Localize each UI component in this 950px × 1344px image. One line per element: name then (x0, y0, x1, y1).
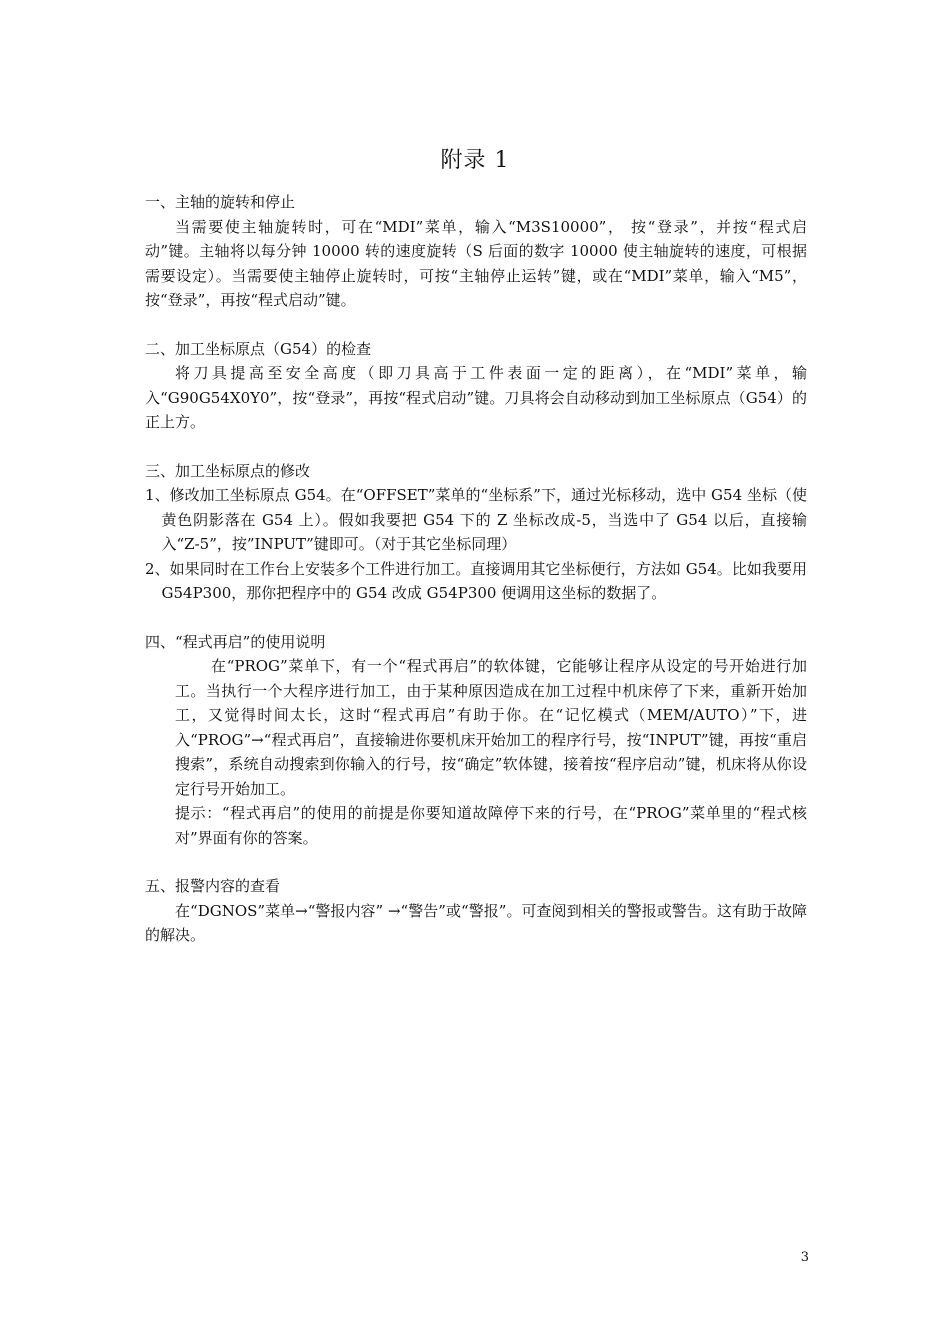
section-program-restart (145, 630, 807, 851)
tip-note: 提示：“程式再启”的使用的前提是你要知道故障停下来的行号，在“PROG”菜单里的“程式核对”界面有你的答案。 (175, 804, 807, 847)
section-spindle (145, 190, 807, 313)
document-body (145, 190, 807, 972)
section-g54-check (145, 337, 807, 435)
section-paragraph: 在“PROG”菜单下，有一个“程式再启”的软体键，它能够让程序从设定的号开始进行加工。当执行一个大程序进行加工，由于某种原因造成在加工过程中机床停了下来，重新开始加工，又觉得时间太长，这时“程式再启”有助于你。在“记忆模式（MEM/AUTO）”下，进入“PROG”→“程式再启”，直接输进你要机床开始加工的程序行号，按“INPUT”键，再按“重启搜索”，系统自动搜索到你输入的行号，按“确定”软体键，接着按“程序启动”键，机床将从你设定行号开始加工。 (175, 657, 807, 798)
section-heading: 三、加工坐标原点的修改 (145, 461, 311, 480)
indented-block (145, 654, 807, 850)
list-item: 1、修改加工坐标原点 G54。在“OFFSET”菜单的“坐标系”下，通过光标移动，选中 G54 坐标（使黄色阴影落在 G54 上）。假如我要把 G54 下的 Z 坐标改成-5，当选中了 G54 以后，直接输入“Z-5”，按”INPUT”键即可。（对于其它坐标同理） (145, 486, 807, 553)
section-paragraph: 当需要使主轴旋转时，可在“MDI”菜单，输入“M3S10000”， 按“登录”，并按“程式启动”键。主轴将以每分钟 10000 转的速度旋转（S 后面的数字 10000 使主轴旋转的速度，可根据需要设定）。当需要使主轴停止旋转时，可按“主轴停止运转”键，或在“MDI”菜单，输入“M5”， 按“登录”，再按“程式启动”键。 (145, 217, 807, 309)
section-alarm-view (145, 874, 807, 948)
page-title: 附录 1 (440, 148, 510, 173)
section-heading: 五、报警内容的查看 (145, 877, 281, 895)
section-g54-modify (145, 459, 807, 606)
page-number: 3 (800, 1250, 809, 1265)
section-heading: 一、主轴的旋转和停止 (145, 193, 296, 211)
section-heading: 四、“程式再启”的使用说明 (145, 632, 326, 651)
section-heading: 二、加工坐标原点（G54）的检查 (145, 339, 372, 358)
section-paragraph: 将刀具提高至安全高度（即刀具高于工件表面一定的距离），在“MDI”菜单，输入“G90G54X0Y0”，按“登录”，再按“程式启动”键。刀具将会自动移动到加工坐标原点（G54）的正上方。 (145, 364, 807, 431)
section-paragraph: 在“DGNOS”菜单→“警报内容” →“警告”或“警报”。可查阅到相关的警报或警告。这有助于故障的解决。 (145, 901, 807, 944)
list-item: 2、如果同时在工作台上安装多个工件进行加工。直接调用其它坐标便行，方法如 G54。比如我要用 G54P300，那你把程序中的 G54 改成 G54P300 便调用这坐标的数据了。 (145, 559, 807, 602)
